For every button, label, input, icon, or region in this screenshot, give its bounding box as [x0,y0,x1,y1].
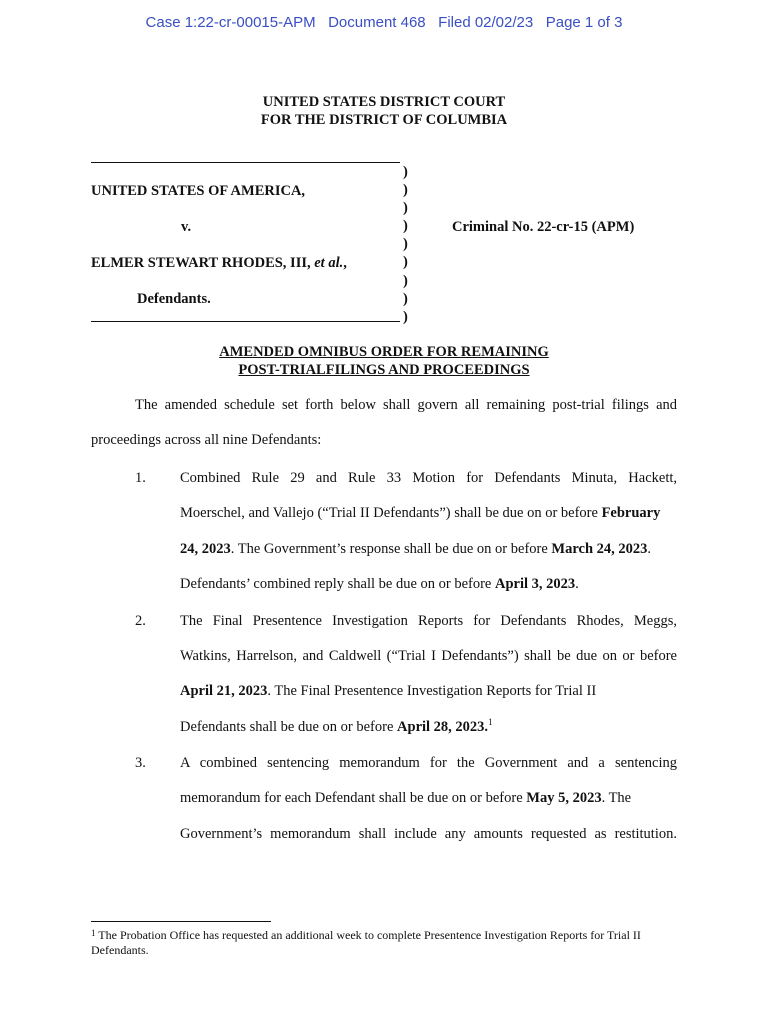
intro-line1: The amended schedule set forth below shall govern all remaining post-trial filings and [135,397,677,413]
case-number: Criminal No. 22-cr-15 (APM) [452,219,635,235]
item2-date: April 21, 2023 [180,683,268,699]
item1-line1: Combined Rule 29 and Rule 33 Motion for Defendants Minuta, Hackett, [180,470,677,486]
paren: ) [403,218,408,235]
item1-date: 24, 2023 [180,541,231,557]
footnote-reference[interactable]: 1 [488,717,493,727]
intro-line2: proceedings across all nine Defendants: [91,432,322,448]
court-district: FOR THE DISTRICT OF COLUMBIA [260,112,508,128]
caption-comma: , [343,255,347,271]
item1-text: . [575,576,579,592]
caption-defendant [91,255,347,272]
order-title-line2: POST-TRIALFILINGS AND PROCEEDINGS [238,362,530,378]
item1-line2 [180,505,677,522]
caption-paren-column [403,163,408,326]
paren: ) [403,254,408,271]
caption-top-rule [91,162,400,163]
footnote-rule [91,921,271,922]
caption-etal: et al. [314,255,344,271]
item3-line1: A combined sentencing memorandum for the Government and a sentencing [180,755,677,771]
caption-defendant-name: ELMER STEWART RHODES, III, [91,255,311,271]
item3-text: . The [601,790,632,806]
item-number: 2. [135,613,146,629]
item3-text: memorandum for each Defendant shall be due on or before [180,790,527,806]
item1-date: March 24, 2023 [551,541,648,557]
item-number: 1. [135,470,146,486]
paren: ) [403,236,408,253]
court-name: UNITED STATES DISTRICT COURT [262,94,506,110]
item2-line3 [180,683,677,700]
caption-versus: v. [181,219,192,235]
paren: ) [403,164,408,180]
caption-defendants-label: Defendants. [137,291,211,307]
item2-line2: Watkins, Harrelson, and Caldwell (“Trial I Defendants”) shall be due on or before [180,648,677,664]
item3-date: May 5, 2023 [526,790,602,806]
item3-line3: Government’s memorandum shall include any amounts requested as restitution. [180,826,677,842]
item3-line2 [180,790,677,807]
paren: ) [403,290,408,307]
paren: ) [403,182,408,199]
footnote-text: The Probation Office has requested an additional week to complete Presentence Investigation Reports for Trial II [95,928,641,942]
item2-date: April 28, 2023. [397,719,489,735]
item1-date: February [601,505,661,521]
caption-bottom-rule [91,321,400,322]
item1-text: . [647,541,652,557]
item1-date: April 3, 2023 [495,576,576,592]
item2-line4 [180,719,677,736]
paren: ) [403,272,408,289]
caption-plaintiff: UNITED STATES OF AMERICA, [91,183,306,199]
item1-line4 [180,576,677,593]
item1-line3 [180,541,677,558]
footnote-line1 [91,928,681,943]
item1-text: . The Government’s response shall be due on or before [230,541,552,557]
item-number: 3. [135,755,146,771]
item2-text: . The Final Presentence Investigation Reports for Trial II [267,683,597,699]
item2-text: Defendants shall be due on or before [180,719,398,735]
paren: ) [403,200,408,217]
footnote-mark: 1 [91,928,96,938]
item2-line1: The Final Presentence Investigation Reports for Defendants Rhodes, Meggs, [180,613,677,629]
item1-text: Moerschel, and Vallejo (“Trial II Defendants”) shall be due on or before [180,505,602,521]
item1-text: Defendants’ combined reply shall be due on or before [180,576,495,592]
footnote-line2: Defendants. [91,943,149,957]
order-title-line1: AMENDED OMNIBUS ORDER FOR REMAINING [219,344,549,360]
footnote [91,928,681,958]
ecf-header-stamp: Case 1:22-cr-00015-APM Document 468 Filed 02/02/23 Page 1 of 3 [145,14,623,31]
paren: ) [403,308,408,325]
